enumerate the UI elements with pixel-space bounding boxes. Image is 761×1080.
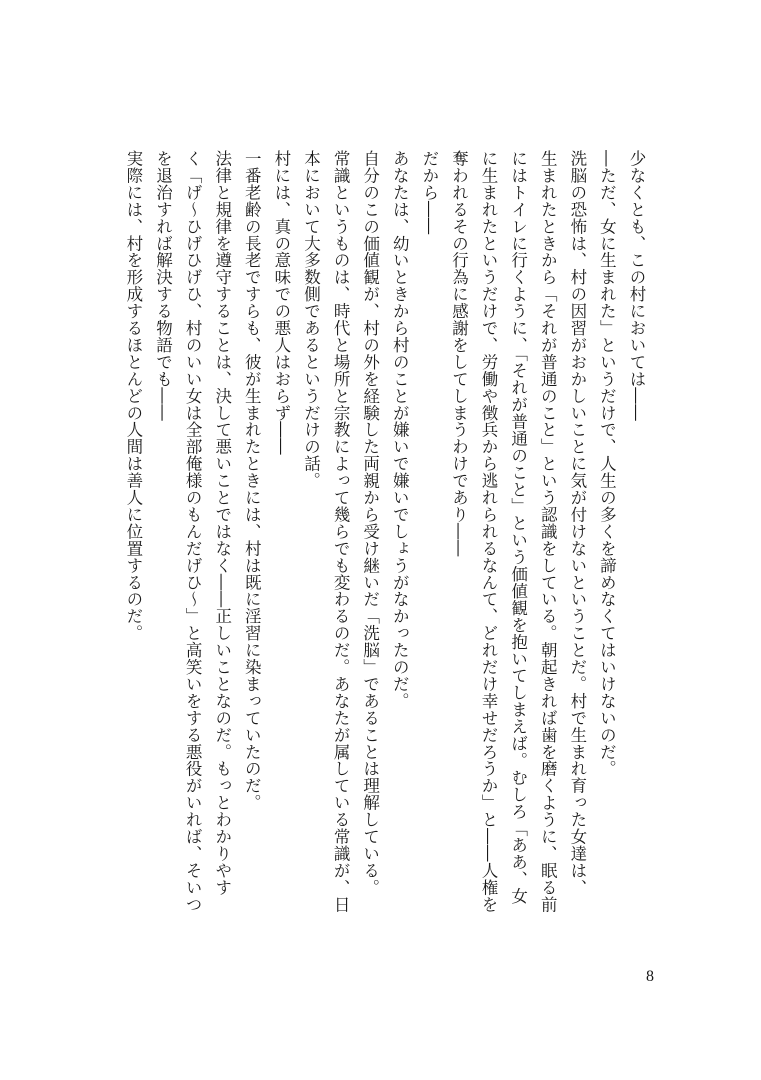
text-line: だから―― — [419, 150, 439, 235]
text-line: 自分のこの価値観が、村の外を経験した両親から受け継いだ「洗脳」であることは理解している。 — [360, 150, 380, 896]
text-line: あなたは、幼いときから村のことが嫌いで嫌いでしょうがなかったのだ。 — [390, 150, 410, 710]
text-line: 実際には、村を形成するほとんどの人間は善人に位置するのだ。 — [123, 150, 143, 642]
text-line: く「げ～ひげひげひ、村のいい女は全部俺様のもんだげひ～」と高笑いをする悪役がいれば、そいつ — [183, 150, 203, 913]
text-line: 生まれたときから「それが普通のこと」という認識をしている。朝起きれば歯を磨くように、眠る前 — [538, 150, 558, 913]
text-line: 奪われるその行為に感謝をしてしまうわけであり―― — [449, 150, 469, 557]
text-line: 本において大多数側であるというだけの話。 — [301, 150, 321, 489]
vertical-text-block — [91, 150, 651, 930]
text-line: にはトイレに行くように、「それが普通のこと」という価値観を抱いてしまえば。むしろ「ああ、女 — [508, 150, 528, 905]
page-number: 8 — [646, 968, 654, 985]
text-line: に生まれたというだけで、労働や徴兵から逃れられるなんて、どれだけ幸せだろうか」と――人権を — [479, 150, 499, 913]
text-line: 村には、真の意味での悪人はおらず―― — [271, 150, 291, 456]
text-line: 常識というものは、時代と場所と宗教によって幾らでも変わるのだ。あなたが属している常識が、日 — [331, 150, 351, 913]
text-line: 一番老齢の長老ですらも、彼が生まれたときには、村は既に淫習に染まっていたのだ。 — [242, 150, 262, 812]
text-line: 法律と規律を遵守することは、決して悪いことではなく――正しいことなのだ。もっとわかりやす — [212, 150, 232, 896]
text-line: を退治すれば解決する物語でも―― — [153, 150, 173, 422]
text-line: 少なくとも、この村においては―― — [627, 150, 646, 422]
text-line: 洗脳の恐怖は、村の因習がおかしいことに気が付けないということだ。村で生まれ育った女達は、 — [567, 150, 587, 896]
text-line: ―ただ、女に生まれた」というだけで、人生の多くを諦めなくてはいけないのだ。 — [597, 150, 617, 778]
